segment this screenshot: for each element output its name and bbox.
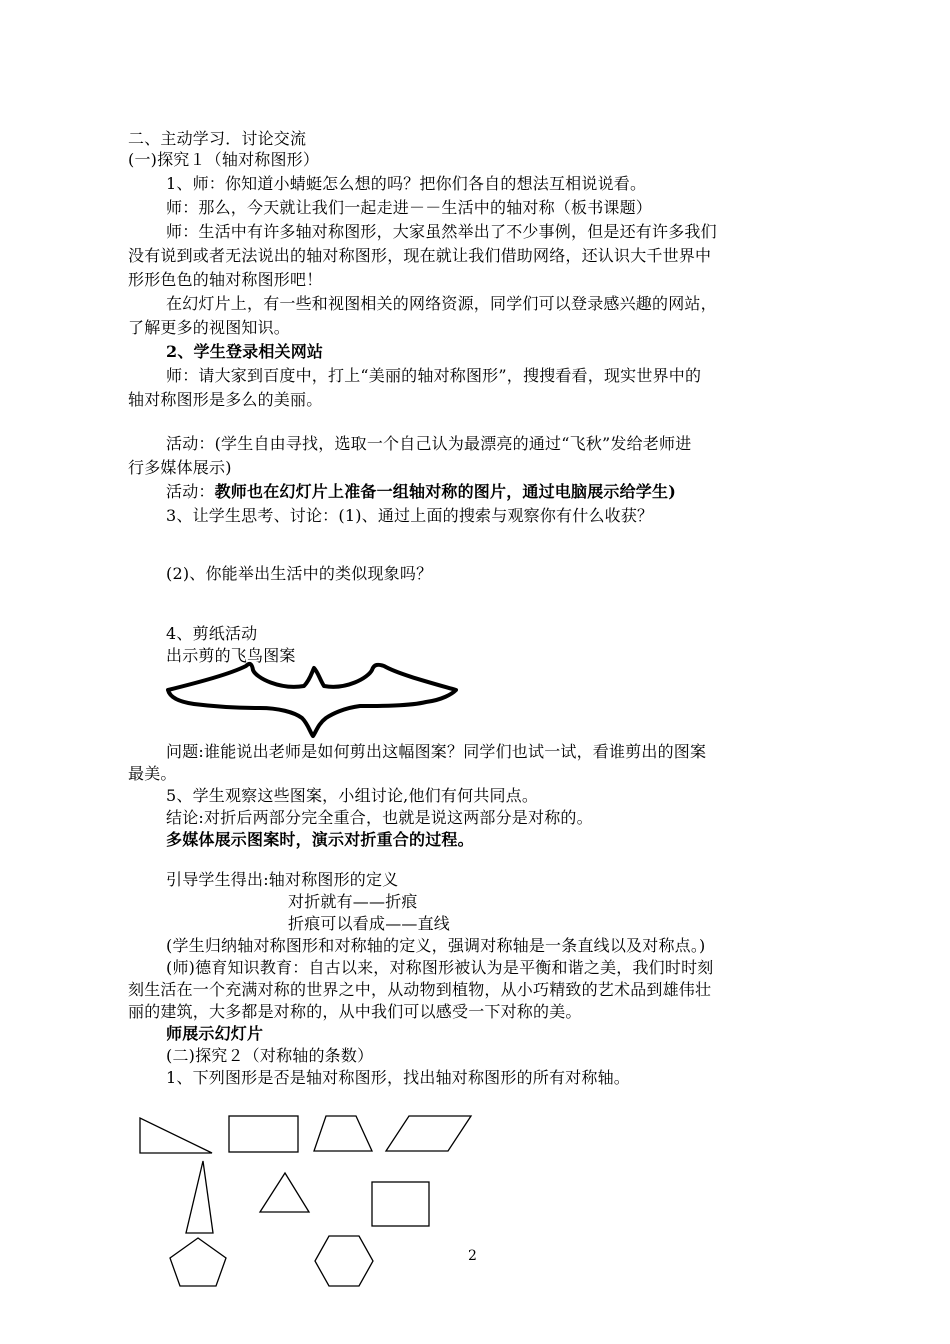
text-line: 行多媒体展示) [128, 458, 232, 477]
activity-label: 活动： [166, 482, 215, 501]
text-line: (2)、你能举出生活中的类似现象吗？ [166, 564, 433, 583]
text-line: 刻生活在一个充满对称的世界之中，从动物到植物，从小巧精致的艺术品到雄伟壮 [128, 980, 712, 999]
text-line: 5、学生观察这些图案，小组讨论,他们有何共同点。 [166, 786, 539, 805]
bold-heading: 2、学生登录相关网站 [166, 342, 324, 361]
subsection-heading: (一)探究１（轴对称图形） [128, 150, 320, 169]
text-line: (师)德育知识教育：自古以来，对称图形被认为是平衡和谐之美，我们时时刻 [166, 958, 714, 977]
text-line: 3、让学生思考、讨论：(1)、通过上面的搜索与观察你有什么收获？ [166, 506, 654, 525]
section-heading: 二、主动学习．讨论交流 [128, 129, 307, 148]
text-line: (学生归纳轴对称图形和对称轴的定义，强调对称轴是一条直线以及对称点。) [166, 936, 706, 955]
rectangle-shape [229, 1116, 298, 1152]
text-line: 在幻灯片上，有一些和视图相关的网络资源，同学们可以登录感兴趣的网站， [166, 294, 717, 313]
text-line: 师：生活中有许多轴对称图形，大家虽然举出了不少事例，但是还有许多我们 [166, 222, 717, 241]
pentagon-shape [170, 1238, 226, 1286]
hexagon-shape [315, 1236, 373, 1286]
text-line: 师：请大家到百度中，打上“美丽的轴对称图形”，搜搜看看，现实世界中的 [166, 366, 702, 385]
text-line: 4、剪纸活动 [166, 624, 258, 643]
text-line: 没有说到或者无法说出的轴对称图形，现在就让我们借助网络，还认识大千世界中 [128, 246, 712, 265]
text-line: 轴对称图形是多么的美丽。 [128, 390, 323, 409]
text-line: 形形色色的轴对称图形吧！ [128, 270, 323, 289]
bold-heading: 师展示幻灯片 [166, 1024, 264, 1043]
text-line: 1、下列图形是否是轴对称图形，找出轴对称图形的所有对称轴。 [166, 1068, 630, 1087]
text-line: 丽的建筑，大多都是对称的，从中我们可以感受一下对称的美。 [128, 1002, 582, 1021]
text-line: 结论:对折后两部分完全重合，也就是说这两部分是对称的。 [166, 808, 593, 827]
equilateral-triangle-shape [260, 1173, 309, 1212]
text-line: 了解更多的视图知识。 [128, 318, 291, 337]
square-shape [372, 1182, 429, 1226]
text-line: 最美。 [128, 764, 177, 783]
trapezoid-shape [314, 1116, 372, 1151]
text-line: 折痕可以看成——直线 [288, 914, 451, 933]
bold-text: 多媒体展示图案时，演示对折重合的过程。 [166, 830, 474, 849]
page-number: 2 [468, 1248, 477, 1264]
text-line: 出示剪的飞鸟图案 [166, 646, 296, 665]
right-triangle-shape [140, 1118, 212, 1153]
isosceles-triangle-shape [186, 1161, 213, 1233]
text-line: 1、师：你知道小蜻蜓怎么想的吗？把你们各自的想法互相说说看。 [166, 174, 647, 193]
text-line: 引导学生得出:轴对称图形的定义 [166, 870, 399, 889]
parallelogram-shape [386, 1116, 471, 1151]
text-line: 活动：(学生自由寻找，选取一个自己认为最漂亮的通过“飞秋”发给老师进 [166, 434, 692, 453]
text-line: 师：那么，今天就让我们一起走进－－生活中的轴对称（板书课题） [166, 198, 653, 217]
text-line: 对折就有——折痕 [288, 892, 418, 911]
subsection-heading: (二)探究２（对称轴的条数） [166, 1046, 374, 1065]
text-line: 问题:谁能说出老师是如何剪出这幅图案？同学们也试一试，看谁剪出的图案 [166, 742, 707, 761]
bold-text: 教师也在幻灯片上准备一组轴对称的图片，通过电脑展示给学生) [214, 482, 676, 501]
